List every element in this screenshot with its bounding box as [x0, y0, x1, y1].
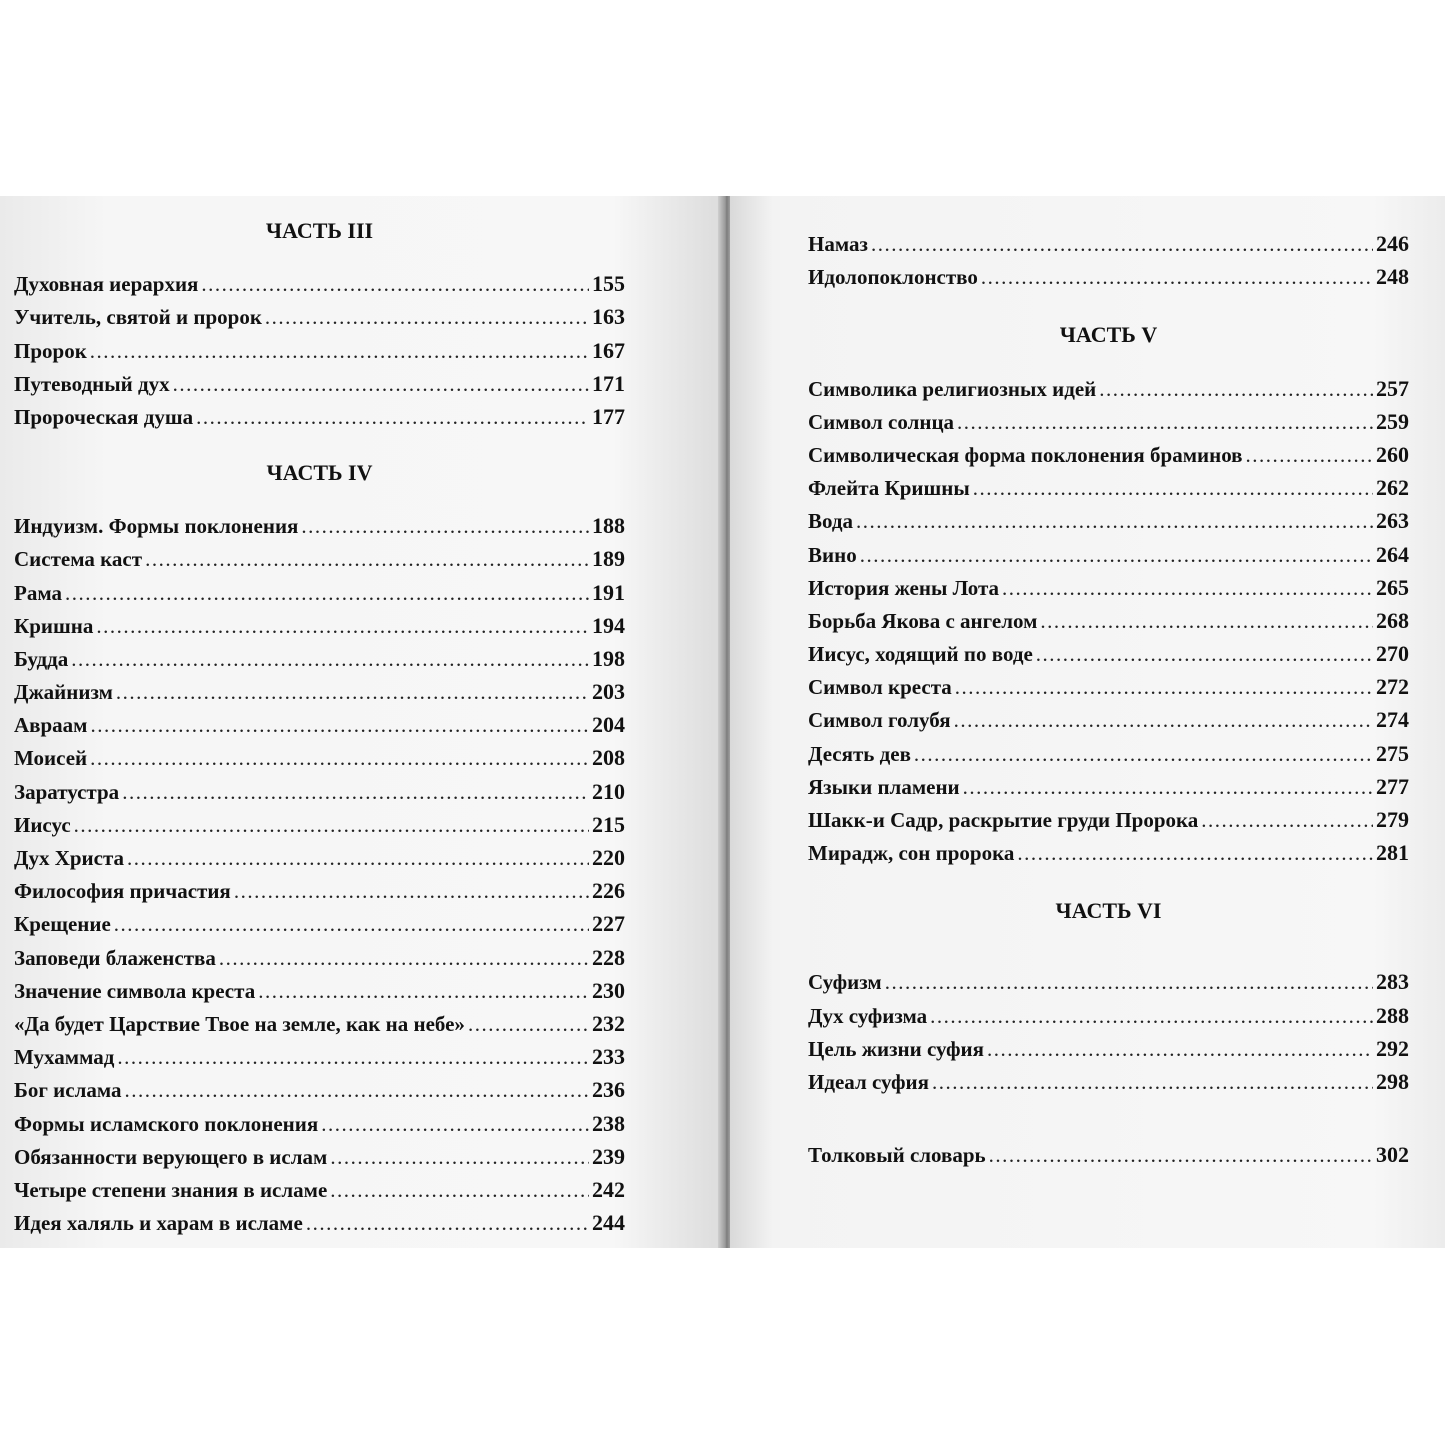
dot-leader — [955, 674, 1373, 700]
toc-entry — [14, 904, 625, 937]
toc-list — [808, 224, 1409, 290]
dot-leader — [330, 1177, 589, 1203]
toc-entry — [808, 368, 1409, 401]
dot-leader — [963, 774, 1373, 800]
toc-entry-title: Учитель, святой и пророк — [14, 305, 262, 330]
toc-entry-title: Философия причастия — [14, 879, 231, 904]
toc-entry-title: Дух Христа — [14, 846, 125, 870]
dot-leader — [989, 1142, 1373, 1168]
toc-entry — [808, 1135, 1409, 1168]
toc-entry-title: Кришна — [14, 613, 94, 638]
toc-entry — [808, 667, 1409, 700]
toc-entry-title: Формы исламского поклонения — [14, 1111, 319, 1136]
toc-entry-page: 246 — [1376, 231, 1409, 257]
dot-leader — [265, 304, 589, 330]
toc-entry — [808, 733, 1409, 766]
toc-entry-page: 263 — [1376, 508, 1409, 534]
toc-list — [808, 962, 1409, 1095]
part-heading: ЧАСТЬ III — [265, 218, 374, 243]
toc-entry — [808, 833, 1409, 866]
dot-leader — [871, 231, 1373, 257]
toc-entry — [808, 962, 1409, 995]
toc-entry-title: Четыре степени знания в исламе — [14, 1177, 328, 1202]
dot-leader — [301, 513, 589, 539]
dot-leader — [914, 741, 1373, 767]
toc-entry-page: 259 — [1376, 408, 1409, 434]
toc-entry — [14, 639, 625, 672]
toc-entry-page: 203 — [592, 679, 625, 705]
toc-entry-page: 283 — [1376, 969, 1409, 995]
toc-entry-page: 236 — [592, 1077, 625, 1103]
right-page — [730, 196, 1445, 1248]
book-spread — [0, 196, 1445, 1248]
dot-leader — [74, 812, 589, 838]
toc-entry — [808, 568, 1409, 601]
toc-entry — [14, 1103, 625, 1136]
toc-entry — [808, 468, 1409, 501]
toc-entry — [808, 1029, 1409, 1062]
toc-entry-title: Крещение — [14, 912, 111, 937]
dot-leader — [96, 613, 589, 639]
toc-entry-page: 272 — [1376, 674, 1409, 700]
toc-entry-page: 220 — [592, 845, 625, 870]
toc-entry — [808, 1062, 1409, 1095]
dot-leader — [954, 707, 1373, 733]
toc-entry-title: История жены Лота — [808, 575, 1000, 600]
toc-entry — [808, 534, 1409, 567]
dot-leader — [71, 646, 589, 672]
toc-entry — [14, 397, 625, 430]
toc-entry — [14, 1203, 625, 1236]
dot-leader — [321, 1111, 589, 1137]
toc-entry-page: 288 — [1376, 1002, 1409, 1028]
toc-entry — [14, 771, 625, 804]
toc-entry-page: 167 — [592, 337, 625, 363]
toc-entry-title: Борьба Якова с ангелом — [808, 608, 1038, 633]
toc-entry — [14, 871, 625, 904]
toc-entry-title: Идеал суфия — [808, 1069, 930, 1094]
toc-entry-page: 232 — [592, 1010, 625, 1036]
toc-entry-page: 210 — [592, 778, 625, 804]
toc-entry-page: 191 — [592, 579, 625, 605]
toc-entry — [14, 1004, 625, 1037]
toc-entry — [14, 606, 625, 639]
toc-entry-page: 177 — [592, 403, 625, 429]
dot-leader — [856, 508, 1373, 534]
dot-leader — [1099, 376, 1373, 402]
dot-leader — [125, 1077, 589, 1103]
dot-leader — [1201, 807, 1373, 833]
toc-entry-title: Идолопоклонство — [808, 265, 978, 290]
toc-entry — [808, 501, 1409, 534]
toc-entry — [14, 838, 625, 871]
toc-entry — [14, 937, 625, 970]
toc-entry-page: 292 — [1376, 1035, 1409, 1061]
toc-entry-title: Цель жизни суфия — [808, 1036, 985, 1061]
toc-entry — [808, 601, 1409, 634]
toc-entry-title: Мирадж, сон пророка — [808, 841, 1015, 866]
toc-entry-page: 281 — [1376, 840, 1409, 866]
toc-entry — [808, 700, 1409, 733]
toc-entry-title: «Да будет Царствие Твое на земле, как на небе» — [14, 1011, 465, 1036]
toc-entry-title: Авраам — [14, 713, 88, 738]
toc-entry-page: 274 — [1376, 707, 1409, 733]
dot-leader — [117, 1044, 589, 1070]
toc-entry-title: Бог ислама — [14, 1078, 122, 1103]
dot-leader — [885, 969, 1373, 995]
toc-entry-page: 226 — [592, 878, 625, 904]
right-toc — [808, 224, 1409, 1168]
toc-entry-page: 265 — [1376, 574, 1409, 600]
toc-entry-title: Символ солнца — [808, 409, 955, 434]
dot-leader — [90, 338, 589, 364]
dot-leader — [987, 1036, 1373, 1062]
dot-leader — [91, 712, 590, 738]
toc-entry — [808, 634, 1409, 667]
toc-entry-page: 248 — [1376, 264, 1409, 290]
toc-entry — [14, 1070, 625, 1103]
dot-leader — [468, 1011, 589, 1037]
toc-entry — [14, 572, 625, 605]
toc-entry — [808, 995, 1409, 1028]
toc-entry-page: 302 — [1376, 1142, 1409, 1168]
toc-entry-page: 215 — [592, 811, 625, 837]
toc-entry-title: Иисус — [14, 812, 71, 837]
toc-entry-title: Вино — [808, 542, 857, 567]
toc-entry-page: 270 — [1376, 641, 1409, 667]
toc-entry-page: 198 — [592, 645, 625, 671]
toc-entry — [14, 264, 625, 297]
toc-entry-page: 244 — [592, 1210, 625, 1236]
dot-leader — [957, 409, 1373, 435]
toc-entry-page: 242 — [592, 1176, 625, 1202]
dot-leader — [201, 271, 589, 297]
toc-entry — [14, 364, 625, 397]
part-heading: ЧАСТЬ V — [1059, 322, 1158, 348]
toc-entry-title: Намаз — [808, 232, 868, 257]
toc-entry-title: Индуизм. Формы поклонения — [14, 514, 299, 539]
toc-entry — [14, 506, 625, 539]
toc-entry-title: Дух суфизма — [808, 1003, 928, 1028]
toc-entry — [14, 1170, 625, 1203]
toc-entry-page: 227 — [592, 911, 625, 937]
dot-leader — [196, 404, 589, 430]
toc-entry-page: 262 — [1376, 475, 1409, 501]
dot-leader — [122, 779, 589, 805]
dot-leader — [932, 1069, 1373, 1095]
toc-entry-page: 260 — [1376, 441, 1409, 467]
toc-list — [14, 506, 625, 1236]
toc-entry-title: Рама — [14, 580, 62, 605]
toc-entry — [14, 297, 625, 330]
toc-entry — [14, 971, 625, 1004]
toc-entry-page: 275 — [1376, 740, 1409, 766]
toc-entry-title: Флейта Кришны — [808, 476, 970, 501]
toc-entry-page: 204 — [592, 712, 625, 738]
toc-entry-page: 188 — [592, 513, 625, 539]
toc-entry — [14, 705, 625, 738]
toc-entry-page: 233 — [592, 1044, 625, 1070]
dot-leader — [258, 978, 589, 1004]
toc-entry-title: Символическая форма поклонения браминов — [808, 442, 1243, 467]
toc-entry-page: 208 — [592, 745, 625, 771]
toc-entry-page: 239 — [592, 1143, 625, 1169]
toc-entry-title: Мухаммад — [14, 1045, 115, 1070]
toc-entry — [14, 805, 625, 838]
toc-entry — [14, 539, 625, 572]
toc-entry-page: 228 — [592, 944, 625, 970]
dot-leader — [330, 1144, 589, 1170]
toc-entry — [808, 800, 1409, 833]
toc-entry-page: 277 — [1376, 773, 1409, 799]
toc-entry-title: Иисус, ходящий по воде — [808, 642, 1033, 667]
dot-leader — [114, 911, 589, 937]
toc-entry — [808, 257, 1409, 290]
toc-entry-title: Толковый словарь — [808, 1143, 986, 1168]
toc-entry-page: 194 — [592, 612, 625, 638]
toc-entry-title: Пророческая душа — [14, 404, 194, 429]
toc-entry-title: Пророк — [14, 338, 87, 363]
toc-entry — [808, 767, 1409, 800]
toc-entry-title: Духовная иерархия — [14, 272, 199, 297]
dot-leader — [65, 580, 589, 606]
dot-leader — [145, 546, 589, 572]
toc-entry-title: Заповеди блаженства — [14, 945, 216, 970]
toc-entry-title: Шакк-и Садр, раскрытие груди Пророка — [808, 808, 1199, 832]
toc-entry-page: 298 — [1376, 1068, 1409, 1094]
toc-entry-title: Символика религиозных идей — [808, 376, 1097, 401]
dot-leader — [90, 745, 589, 771]
toc-list — [808, 1135, 1409, 1168]
toc-entry-title: Заратустра — [14, 779, 120, 804]
toc-entry-page: 279 — [1376, 807, 1409, 832]
toc-entry-title: Обязанности верующего в ислам — [14, 1144, 328, 1169]
left-page — [0, 196, 722, 1248]
toc-entry-page: 171 — [592, 370, 625, 396]
toc-entry — [808, 435, 1409, 468]
toc-entry — [14, 738, 625, 771]
toc-entry-title: Вода — [808, 509, 854, 534]
toc-entry-page: 264 — [1376, 541, 1409, 567]
toc-list — [808, 368, 1409, 866]
toc-entry-title: Моисей — [14, 746, 88, 771]
toc-entry — [14, 672, 625, 705]
dot-leader — [1036, 641, 1373, 667]
toc-entry-title: Десять дев — [808, 741, 911, 766]
toc-entry-title: Значение символа креста — [14, 978, 256, 1003]
dot-leader — [1040, 608, 1373, 634]
toc-entry-title: Джайнизм — [14, 680, 113, 705]
dot-leader — [306, 1210, 589, 1236]
dot-leader — [173, 371, 589, 397]
toc-entry-page: 163 — [592, 304, 625, 330]
dot-leader — [860, 542, 1373, 568]
toc-entry-title: Путеводный дух — [14, 371, 170, 396]
dot-leader — [930, 1003, 1373, 1029]
dot-leader — [234, 878, 589, 904]
dot-leader — [127, 845, 589, 871]
toc-entry-page: 268 — [1376, 607, 1409, 633]
toc-entry-title: Символ голубя — [808, 708, 951, 733]
toc-entry-page: 238 — [592, 1110, 625, 1136]
toc-entry-title: Языки пламени — [808, 774, 960, 799]
dot-leader — [973, 475, 1373, 501]
toc-entry — [14, 1037, 625, 1070]
dot-leader — [1017, 840, 1373, 866]
toc-entry-title: Идея халяль и харам в исламе — [14, 1211, 303, 1236]
toc-entry-title: Будда — [14, 646, 69, 671]
dot-leader — [219, 945, 589, 971]
toc-entry-page: 257 — [1376, 375, 1409, 401]
toc-entry — [14, 330, 625, 363]
dot-leader — [981, 264, 1373, 290]
left-toc — [14, 216, 625, 1236]
dot-leader — [116, 679, 589, 705]
dot-leader — [1246, 442, 1373, 468]
toc-entry-title: Символ креста — [808, 675, 952, 700]
toc-entry-page: 155 — [592, 271, 625, 297]
toc-entry-page: 230 — [592, 977, 625, 1003]
dot-leader — [1002, 575, 1373, 601]
toc-entry — [808, 402, 1409, 435]
toc-list — [14, 264, 625, 430]
toc-entry — [808, 224, 1409, 257]
toc-entry-title: Суфизм — [808, 970, 882, 995]
toc-entry — [14, 1137, 625, 1170]
toc-entry-title: Система каст — [14, 547, 143, 572]
toc-entry-page: 189 — [592, 546, 625, 572]
part-heading: ЧАСТЬ IV — [266, 459, 373, 485]
part-heading: ЧАСТЬ VI — [1055, 898, 1162, 924]
